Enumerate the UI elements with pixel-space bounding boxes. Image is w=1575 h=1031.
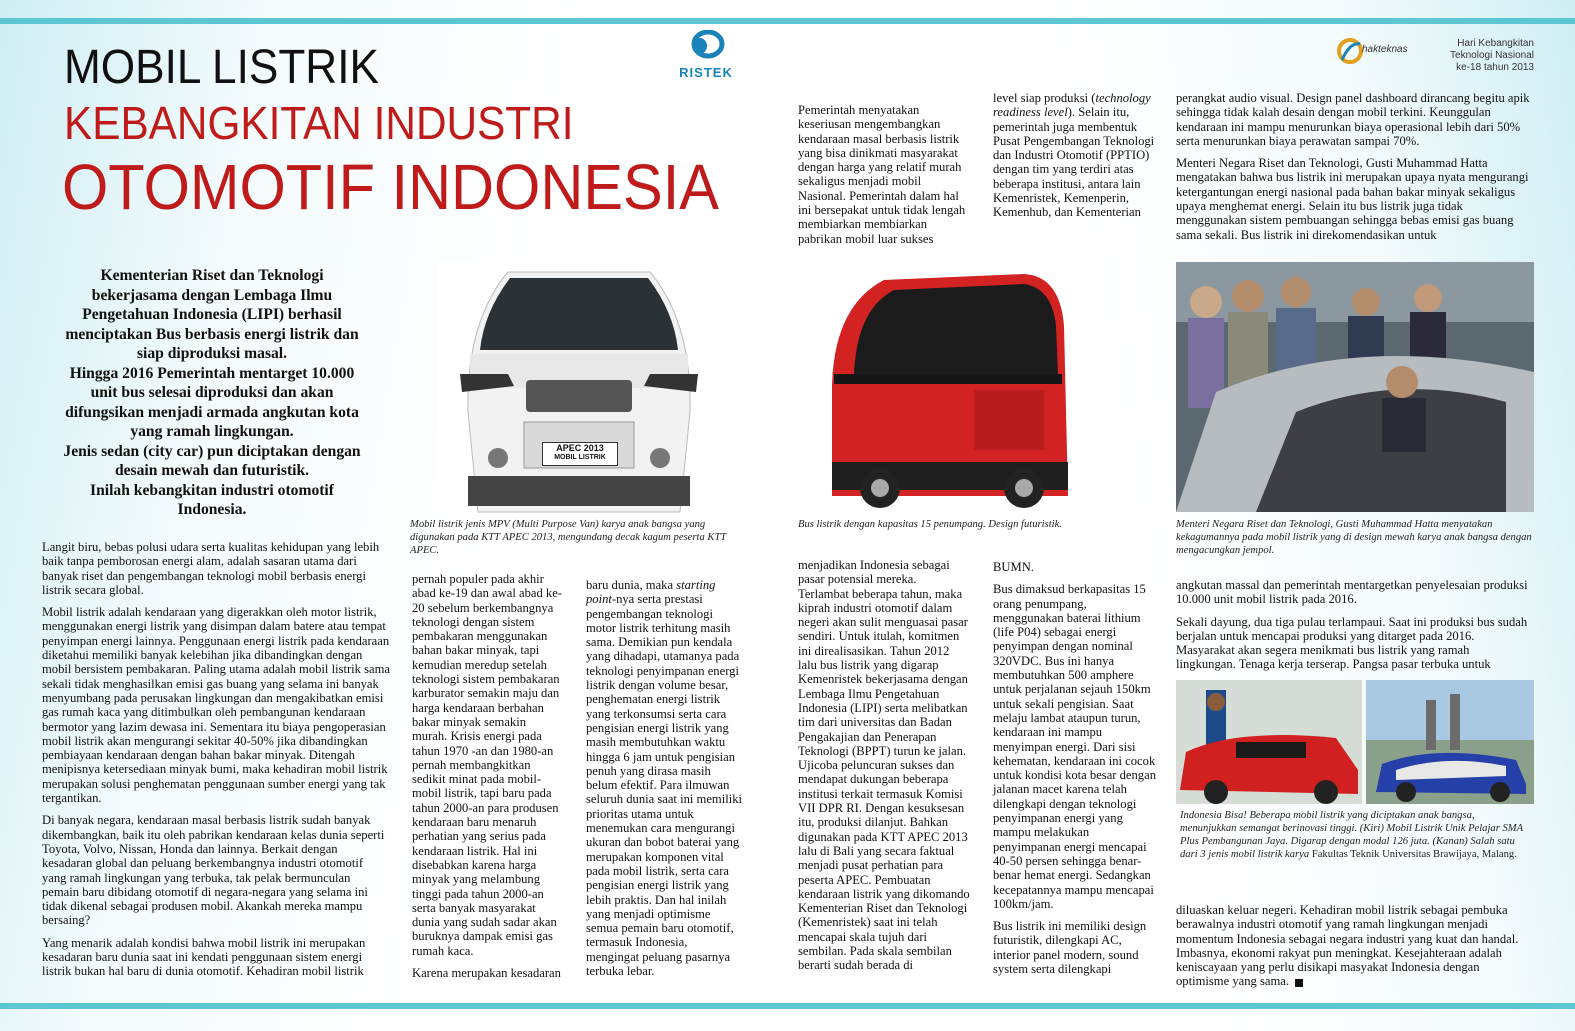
col5-top-start: level siap produksi ( [993,91,1096,105]
col1-paragraph: Mobil listrik adalah kendaraan yang digerakkan oleh motor listrik, menggunakan energi listrik yang disimpan dalam batere atau tempat penyimpan energi lainnya. Penggunaan energi listrik pada kendaraan diketahui memiliki banyak kelebihan jika dibandingkan dengan mobil bersistem pembakaran. Paling utama adalah mobil listrik sama sekali tidak menghasilkan emisi gas buang yang selama ini banyak menyumbang pada perusakan lingkungan dan mengakibatkan emisi gas rumah kaca yang ditimbulkan oleh pembangunan kendaraan bermotor yang lazim dewasa ini. Sementara itu biaya pengoperasian mobil listrik akan mengurangi sekitar 40-50% jika dibandingkan pembiayaan kendaraan dengan bahan bakar minyak. Ditengah menipisnya ketersediaan minyak bumi, maka kehadiran mobil listrik merupakan solusi penghematan penggunaan sumber energi yang tak tergantikan. [42,605,390,806]
col6-bottom-text: diluaskan keluar negeri. Kehadiran mobil listrik sebagai pembuka berawalnya industri otomotif yang ramah lingkungan menjadi momentum Indonesia sebagai negara industri yang kuat dan handal. Imbasnya, ekonomi rakyat pun meningkat. Kesejahteraan adalah keniscayaan yang perlu disikapi masyakat Indonesia dengan optimisme yang sama. [1176,903,1519,989]
bus-photo [824,266,1072,516]
lead-paragraph [62,266,362,520]
col5-top-paragraph [993,91,1155,220]
col5-bottom-paragraph: Bus listrik ini memiliki design futuristik, dilengkapi AC, interior panel modern, sound system serta dilengkapi [993,919,1147,977]
column-4-top [798,103,968,254]
col3-rest: -nya serta prestasi pengembangan teknologi motor listrik terhitung masih sama. Demikian pun kendala yang dihadapi, utamanya pada teknologi penyimpanan energi listrik dengan volume besar, penghematan energi listrik yang terkonsumsi serta cara pengisian energi listrik yang masih membutuhkan waktu hingga 6 jam untuk pengisian penuh yang dirasa masih belum efektif. Para ilmuwan seluruh dunia saat ini memiliki prioritas utama untuk menemukan cara mengurangi ukuran dan bobot baterai yang merupakan komponen vital pada mobil listrik, serta cara pengisian energi listrik yang lebih praktis. Dan hal inilah yang menjadi optimisme semua pemain baru otomotif, termasuk Indonesia, mengingat peluang pasarnya terbuka lebar. [586,592,742,979]
ristek-swirl-icon [684,30,728,60]
hakteknas-logo [1336,34,1416,68]
bus-caption: Bus listrik dengan kapasitas 15 penumpang. Design futuristik. [798,519,1062,530]
lead-part-4: Inilah kebangkitan industri otomotif Indonesia. [90,481,334,518]
mpv-caption: Mobil listrik jenis MPV (Multi Purpose Van) karya anak bangsa yang digunakan pada KTT APEC 2013, mengundang decak kagum peserta KTT APEC. [410,519,727,556]
col4-top-paragraph: Pemerintah menyatakan keseriusan mengembangkan kendaraan masal berbasis listrik yang bisa dinikmati masyarakat dengan harga yang relatif murah sekaligus menjadi mobil Nasional. Pemerintah dalam hal ini bersepakat untuk tidak lengah membiarkan membiarkan pabrikan mobil luar sukses [798,103,966,246]
col6-bottom-paragraph [1176,903,1532,989]
event-line-3: ke-18 tahun 2013 [1456,62,1534,73]
event-label [1420,38,1534,74]
ristek-logo-text: RISTEK [679,65,733,80]
end-mark-icon [1295,979,1303,987]
column-3 [586,578,742,986]
minister-photo [1176,262,1534,512]
bottom-border-band [0,1003,1575,1009]
mpv-license-plate [542,442,618,466]
column-6-middle [1176,578,1532,680]
column-6-bottom [1176,903,1532,997]
cars-caption-italic: Indonesia Bisa! Beberapa mobil listrik yang diciptakan anak bangsa, menunjukkan semangat berinovasi tinggi. (Kiri) Mobil Listrik Unik Pelajar SMA Plus Pembangunan Jaya. Digarap dengan modal 126 juta. (Kanan) Salah satu dari 3 jenis mobil listrik karya [1180,810,1523,860]
column-1 [42,540,390,987]
col3-paragraph [586,578,742,978]
col5-bottom-paragraph: Bus dimaksud berkapasitas 15 orang penumpang, menggunakan baterai lithium (life P04) sebagai energi penyimpan dengan nominal 320VDC. Bus ini hanya membutuhkan 500 amphere untuk perjalanan sejauh 150km untuk sekali pengisian. Saat melaju lambat ataupun turun, kendaraan ini mampu menyimpan energi. Dari sisi kehematan, kendaraan ini cocok untuk kondisi kota besar dengan jalanan macet karena telah dilengkapi dengan teknologi penyimpanan energi yang mampu melakukan penyimpanan energi mencapai 40-50 persen sehingga benar-benar hemat energi. Sedangkan kecepatannya mampu mencapai 100km/jam. [993,582,1156,911]
event-line-1: Hari Kebangkitan [1457,38,1534,49]
col5-top-italic: technology readiness level [993,91,1151,120]
minister-car-image [1176,262,1534,512]
lead-part-2: Hingga 2016 Pemerintah mentarget 10.000 unit bus selesai diproduksi dan akan difungsikan menjadi armada angkutan kota yang ramah lingkungan. [65,364,359,440]
lead-part-1: Kementerian Riset dan Teknologi bekerjasama dengan Lembaga Ilmu Pengetahuan Indonesia (LIPI) berhasil menciptakan Bus berbasis energi listrik dan siap diproduksi masal. [65,267,359,362]
lead-part-3: Jenis sedan (city car) pun diciptakan dengan desain mewah dan futuristik. [63,442,361,479]
col1-paragraph: Di banyak negara, kendaraan masal berbasis listrik sudah banyak dikembangkan, baik itu oleh pabrikan kendaraan kelas dunia seperti Toyota, Volvo, Nissan, Honda dan lainnya. Berkait dengan kesadaran global dan peluang berkembangnya industri otomotif yang ramah lingkungan yang terbuka, tak pelak bermunculan pemain baru dibidang otomotif di negara-negara yang selama ini tidak dikenal sebagai produsen mobil. Akankah mereka mampu bersaing? [42,813,385,928]
title-line-3: OTOMOTIF INDONESIA [62,151,719,223]
blue-car-image [1366,680,1534,804]
column-2 [412,572,564,988]
mpv-car-image [438,262,720,514]
red-car-image [1176,680,1362,804]
col3-start: baru dunia, maka [586,578,677,592]
col2-paragraph: pernah populer pada akhir abad ke-19 dan awal abad ke-20 sebelum berkembangnya teknologi dengan sistem pembakaran menggunakan bahan bakar minyak, tapi kemudian meredup setelah teknologi sistem pembakaran karburator semakin maju dan harga kendaraan berbahan bakar minyak semakin murah. Krisis energi pada tahun 1970 -an dan 1980-an pernah membangkitkan sedikit minat pada mobil-mobil listrik, tapi baru pada tahun 2000-an para produsen kendaraan baru menaruh perhatian yang serius pada kendaraan listrik. Hal ini disebabkan karena harga minyak yang melambung tinggi pada tahun 2000-an serta banyak masyarakat dunia yang sudah sadar akan buruknya dampak emisi gas rumah kaca. [412,572,562,958]
mpv-plate-line-1: APEC 2013 [556,443,604,453]
col1-paragraph: Yang menarik adalah kondisi bahwa mobil listrik ini merupakan kesadaran baru dunia saat ini kendati penggunaan sistem energi listrik bukan hal baru di dunia otomotif. Kehadiran mobil listrik [42,935,366,979]
col5-top-rest: ). Selain itu, pemerintah juga membentuk Pusat Pengembangan Teknologi dan Industri Otomotif (PPTIO) dengan tim yang terdiri atas beberapa institusi, antara lain Kemenristek, Kemenperin, Kemenhub, dan Kementerian [993,105,1155,220]
ristek-logo [676,30,736,80]
event-line-2: Teknologi Nasional [1450,50,1534,61]
col2-paragraph: Karena merupakan kesadaran [412,966,561,981]
title-line-1: MOBIL LISTRIK [64,41,379,94]
cars-caption-roman: Fakultas Teknik Universitas Brawijaya, Malang. [1311,849,1517,860]
column-6-top [1176,91,1532,250]
col4-bottom-paragraph: menjadikan Indonesia sebagai pasar potensial mereka. Terlambat beberapa tahun, maka kiprah industri otomotif dalam negeri akan sulit menguasai pasar sendiri. Untuk itulah, komitmen ini direalisasikan. Tahun 2012 lalu bus listrik yang digarap Kemenristek bekerjasama dengan Lembaga Ilmu Pengetahuan Indonesia (LIPI) serta melibatkan tim dari universitas dan Badan Pengakajian dan Penerapan Teknologi (BPPT) turun ke jalan. Ujicoba peluncuran sukses dan mendapat dukungan beberapa institusi terkait termasuk Komisi VII DPR RI. Dengan kesuksesan itu, produksi dilanjut. Bahkan digunakan pada KTT APEC 2013 lalu di Bali yang secara faktual menjadi pusat perhatian para peserta APEC. Pembuatan kendaraan listrik yang dikomando Kementerian Riset dan Teknologi (Kemenristek) saat ini telah mencapai skala tujuh dari sembilan. Pada skala sembilan berarti sudah berada di [798,558,970,973]
col6-top-paragraph: perangkat audio visual. Design panel dashboard dirancang begitu apik sehingga tidak kalah desain dengan mobil terkini. Keunggulan kendaraan ini mampu menurunkan biaya operasional lebih dari 50% serta menurunkan biaya perawatan sampai 70%. [1176,91,1530,148]
col5-bottom-paragraph: BUMN. [993,560,1034,574]
mpv-plate-line-2: MOBIL LISTRIK [554,454,606,461]
col6-mid-paragraph: angkutan massal dan pemerintah mentargetkan penyelesaian produksi 10.000 unit mobil listrik pada 2016. [1176,578,1528,607]
col1-paragraph: Langit biru, bebas polusi udara serta kualitas kehidupan yang lebih baik tanpa pemborosan energi alam, adalah sasaran utama dari banyak riset dan pengembangan teknologi mobil berbasis energi listrik secara global. [42,540,380,597]
col6-mid-paragraph: Sekali dayung, dua tiga pulau terlampaui. Saat ini produksi bus sudah berjalan untuk mencapai produksi yang ditarget pada 2016. Masyarakat akan segera menikmati bus listrik yang ramah lingkungan. Tenaga kerja terserap. Pangsa pasar terbuka untuk [1176,614,1528,672]
column-5-top [993,91,1155,228]
bus-image [824,266,1072,516]
blue-car-photo [1366,680,1534,804]
column-4-bottom [798,558,970,981]
red-car-photo [1176,680,1362,804]
top-border-band [0,18,1575,24]
column-5-bottom [993,560,1157,984]
title-line-2: KEBANGKITAN INDUSTRI [64,97,574,149]
minister-caption: Menteri Negara Riset dan Teknologi, Gusti Muhammad Hatta menyatakan kekagumannya pada mobil listrik yang di design mewah karya anak bangsa dengan mengacungkan jempol. [1176,519,1532,556]
mpv-photo [438,262,720,514]
col6-top-paragraph: Menteri Negara Riset dan Teknologi, Gusti Muhammad Hatta mengatakan bahwa bus listrik ini merupakan upaya nyata mengurangi ketergantungan energi nasional pada bahan bakar minyak sekaligus upaya menghemat energi. Selain itu bus listrik juga tidak menggunakan sistem pembuangan sehingga bebas emisi gas buang sama sekali. Bus listrik ini direkomendasikan untuk [1176,156,1529,242]
col3-italic: starting point [586,578,716,607]
cars-caption [1180,809,1530,861]
hakteknas-logo-text: hakteknas [1362,44,1408,55]
